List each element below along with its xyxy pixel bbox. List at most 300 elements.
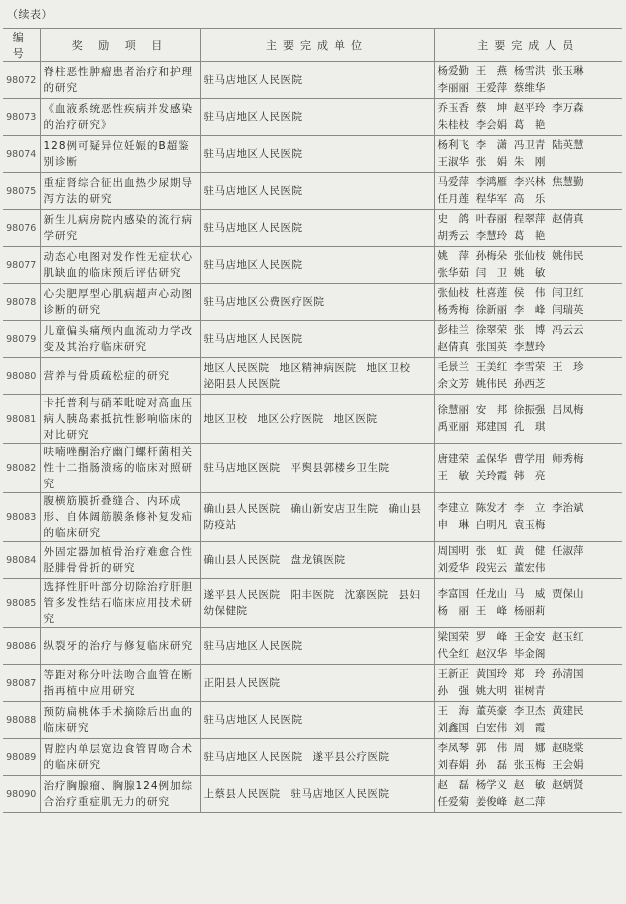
people-line <box>438 586 620 603</box>
unit-name: 驻马店地区公费医疗医院 <box>203 296 325 308</box>
person-name: 赵倩真 <box>437 341 469 353</box>
table-row <box>3 702 622 739</box>
person-name: 孙 磊 <box>475 759 508 771</box>
people-line <box>438 359 620 376</box>
person-name: 孙西芝 <box>513 378 546 390</box>
row-people <box>434 395 622 444</box>
table-row <box>3 493 622 542</box>
unit-name: 驻马店地区人民医院 <box>203 222 303 234</box>
person-name: 张 博 <box>513 324 546 336</box>
person-name: 梁国荣 <box>437 631 469 643</box>
row-number: 98077 <box>3 247 40 284</box>
unit-name: 驻马店地区人民医院 <box>290 788 390 800</box>
unit-name: 地区人民医院 <box>203 362 270 374</box>
person-name: 黄 健 <box>513 545 546 557</box>
people-line <box>438 468 620 485</box>
person-name: 代全红 <box>437 648 469 660</box>
row-people <box>434 579 622 628</box>
row-units <box>200 444 434 493</box>
person-name: 郑建国 <box>475 421 508 433</box>
row-units <box>200 702 434 739</box>
row-number: 98085 <box>3 579 40 628</box>
row-project: 脊柱恶性肿瘤患者治疗和护理的研究 <box>40 62 200 99</box>
people-line <box>438 402 620 419</box>
people-line <box>438 517 620 534</box>
row-project: 治疗胸腺瘤、胸腺124例加综合治疗重症肌无力的研究 <box>40 776 200 813</box>
person-name: 曹学用 <box>513 453 546 465</box>
people-line <box>438 603 620 620</box>
row-people <box>434 665 622 702</box>
people-line <box>438 339 620 356</box>
person-name: 毕金阁 <box>513 648 546 660</box>
person-name: 冯云云 <box>552 324 584 336</box>
row-number: 98084 <box>3 542 40 579</box>
person-name: 孟保华 <box>475 453 508 465</box>
row-people <box>434 739 622 776</box>
person-name: 姚伟民 <box>552 250 584 262</box>
person-name: 蔡维华 <box>513 82 546 94</box>
person-name: 姚伟民 <box>475 378 508 390</box>
person-name: 赵二萍 <box>513 796 546 808</box>
people-line <box>438 376 620 393</box>
table-row <box>3 99 622 136</box>
person-name: 史 鸽 <box>437 213 469 225</box>
people-line <box>438 757 620 774</box>
row-people <box>434 247 622 284</box>
person-name: 张玉梅 <box>513 759 546 771</box>
row-people <box>434 444 622 493</box>
person-name: 刘鑫国 <box>437 722 469 734</box>
person-name: 赵倩真 <box>552 213 584 225</box>
unit-name: 地区卫校 <box>203 413 248 425</box>
table-row <box>3 136 622 173</box>
row-number: 98081 <box>3 395 40 444</box>
row-project: 营养与骨质疏松症的研究 <box>40 358 200 395</box>
people-line <box>438 265 620 282</box>
table-row <box>3 284 622 321</box>
person-name: 李 潇 <box>475 139 508 151</box>
person-name: 周 娜 <box>513 742 546 754</box>
row-number: 98074 <box>3 136 40 173</box>
person-name: 刘 霞 <box>513 722 546 734</box>
row-project: 呋喃唑酮治疗幽门螺杆菌相关性十二指肠溃疡的临床对照研究 <box>40 444 200 493</box>
row-number: 98079 <box>3 321 40 358</box>
people-line <box>438 63 620 80</box>
person-name: 姚大明 <box>475 685 508 697</box>
people-line <box>438 191 620 208</box>
unit-name: 阳丰医院 <box>290 589 335 601</box>
person-name: 葛 艳 <box>513 119 546 131</box>
unit-name: 确山县人民医院 <box>203 554 281 566</box>
person-name: 姚 萍 <box>437 250 469 262</box>
person-name: 郭 伟 <box>475 742 508 754</box>
table-row <box>3 665 622 702</box>
people-line <box>438 117 620 134</box>
row-number: 98087 <box>3 665 40 702</box>
person-name: 张仙枝 <box>513 250 546 262</box>
row-units <box>200 358 434 395</box>
person-name: 贾保山 <box>552 588 584 600</box>
people-line <box>438 211 620 228</box>
row-number: 98078 <box>3 284 40 321</box>
person-name: 彭桂兰 <box>437 324 469 336</box>
person-name: 安 邦 <box>475 404 508 416</box>
person-name: 董英豪 <box>475 705 508 717</box>
table-row <box>3 358 622 395</box>
row-number: 98089 <box>3 739 40 776</box>
person-name: 赵 磊 <box>437 779 469 791</box>
row-units <box>200 395 434 444</box>
row-people <box>434 62 622 99</box>
person-name: 董宏伟 <box>513 562 546 574</box>
award-table <box>3 28 622 813</box>
row-units <box>200 99 434 136</box>
person-name: 朱桂枝 <box>437 119 469 131</box>
row-project: 等距对称分叶法吻合血管在断指再植中应用研究 <box>40 665 200 702</box>
person-name: 程华军 <box>475 193 508 205</box>
row-units <box>200 579 434 628</box>
unit-name: 驻马店地区人民医院 <box>203 111 303 123</box>
people-line <box>438 80 620 97</box>
person-name: 李雪荣 <box>513 361 546 373</box>
people-line <box>438 174 620 191</box>
person-name: 程翠萍 <box>513 213 546 225</box>
person-name: 杨丽莉 <box>513 605 546 617</box>
row-project: 128例可疑异位妊娠的B超鉴别诊断 <box>40 136 200 173</box>
row-project: 外固定器加植骨治疗难愈合性胫腓骨骨折的研究 <box>40 542 200 579</box>
table-row <box>3 776 622 813</box>
unit-name: 盘龙镇医院 <box>290 554 346 566</box>
person-name: 赵晓棠 <box>552 742 584 754</box>
row-number: 98088 <box>3 702 40 739</box>
row-project: 胃腔内单层宽边食管胃吻合术的临床研究 <box>40 739 200 776</box>
table-body <box>3 62 622 813</box>
person-name: 蔡 坤 <box>475 102 508 114</box>
person-name: 张华茹 <box>437 267 469 279</box>
unit-name: 确山县防疫站 <box>203 503 422 531</box>
unit-name: 正阳县人民医院 <box>203 677 281 689</box>
person-name: 李 峰 <box>513 304 546 316</box>
table-row <box>3 542 622 579</box>
unit-name: 地区医院 <box>333 413 378 425</box>
person-name: 李慧玲 <box>513 341 546 353</box>
row-project: 儿童偏头痛颅内血流动力学改变及其治疗临床研究 <box>40 321 200 358</box>
person-name: 白明凡 <box>475 519 508 531</box>
person-name: 闫卫红 <box>552 287 584 299</box>
person-name: 葛 艳 <box>513 230 546 242</box>
person-name: 张 虹 <box>475 545 508 557</box>
person-name: 李凤琴 <box>437 742 469 754</box>
row-people <box>434 136 622 173</box>
person-name: 徐新丽 <box>475 304 508 316</box>
person-name: 王 敏 <box>437 470 469 482</box>
header-people: 主要完成人员 <box>434 29 622 62</box>
people-line <box>438 720 620 737</box>
people-line <box>438 666 620 683</box>
person-name: 孔 琪 <box>513 421 546 433</box>
unit-name: 驻马店地区人民医院 <box>203 148 303 160</box>
people-line <box>438 543 620 560</box>
row-number: 98082 <box>3 444 40 493</box>
row-units <box>200 665 434 702</box>
unit-name: 驻马店地区医院 <box>203 462 281 474</box>
people-line <box>438 646 620 663</box>
row-people <box>434 321 622 358</box>
unit-name: 确山新安店卫生院 <box>290 503 379 515</box>
people-line <box>438 302 620 319</box>
table-row <box>3 739 622 776</box>
person-name: 赵汉华 <box>475 648 508 660</box>
continued-label: （续表） <box>7 8 53 21</box>
row-people <box>434 210 622 247</box>
person-name: 杨雪洪 <box>513 65 546 77</box>
row-units <box>200 776 434 813</box>
person-name: 姜俊峰 <box>475 796 508 808</box>
row-units <box>200 739 434 776</box>
person-name: 吕凤梅 <box>552 404 584 416</box>
person-name: 袁玉梅 <box>513 519 546 531</box>
row-people <box>434 358 622 395</box>
person-name: 师秀梅 <box>552 453 584 465</box>
row-units <box>200 493 434 542</box>
person-name: 李卫杰 <box>513 705 546 717</box>
person-name: 杨爱勤 <box>437 65 469 77</box>
person-name: 王 燕 <box>475 65 508 77</box>
person-name: 杨利飞 <box>437 139 469 151</box>
header-number: 编 号 <box>3 29 40 62</box>
person-name: 王新正 <box>437 668 469 680</box>
unit-name: 地区公疗医院 <box>257 413 324 425</box>
person-name: 李建立 <box>437 502 469 514</box>
table-row <box>3 579 622 628</box>
row-units <box>200 321 434 358</box>
person-name: 李富国 <box>437 588 469 600</box>
people-line <box>438 137 620 154</box>
person-name: 陆英慧 <box>552 139 584 151</box>
person-name: 白宏伟 <box>475 722 508 734</box>
unit-name: 沈寨医院 <box>344 589 389 601</box>
unit-name: 驻马店地区人民医院 <box>203 74 303 86</box>
unit-name: 确山县人民医院 <box>203 503 281 515</box>
person-name: 余文芳 <box>437 378 469 390</box>
person-name: 杨秀梅 <box>437 304 469 316</box>
person-name: 赵平玲 <box>513 102 546 114</box>
person-name: 王 珍 <box>552 361 584 373</box>
person-name: 李鸿雁 <box>475 176 508 188</box>
row-people <box>434 542 622 579</box>
person-name: 高 乐 <box>513 193 546 205</box>
person-name: 叶春丽 <box>475 213 508 225</box>
unit-name: 上蔡县人民医院 <box>203 788 281 800</box>
person-name: 徐慧丽 <box>437 404 469 416</box>
row-units <box>200 247 434 284</box>
person-name: 冯卫青 <box>513 139 546 151</box>
row-units <box>200 210 434 247</box>
table-row <box>3 444 622 493</box>
person-name: 罗 峰 <box>475 631 508 643</box>
person-name: 张国英 <box>475 341 508 353</box>
row-people <box>434 173 622 210</box>
person-name: 崔树青 <box>513 685 546 697</box>
unit-name: 地区精神病医院 <box>279 362 357 374</box>
person-name: 李会娟 <box>475 119 508 131</box>
person-name: 段宪云 <box>475 562 508 574</box>
person-name: 周国明 <box>437 545 469 557</box>
unit-name: 平舆县郭楼乡卫生院 <box>290 462 390 474</box>
row-people <box>434 776 622 813</box>
people-line <box>438 683 620 700</box>
row-people <box>434 628 622 665</box>
person-name: 黄建民 <box>552 705 584 717</box>
people-line <box>438 560 620 577</box>
unit-name: 驻马店地区人民医院 <box>203 751 303 763</box>
row-project: 卡托普利与硝苯吡啶对高血压病人胰岛素抵抗性影响临床的对比研究 <box>40 395 200 444</box>
person-name: 张仙枝 <box>437 287 469 299</box>
header-units: 主要完成单位 <box>200 29 434 62</box>
person-name: 闫 卫 <box>475 267 508 279</box>
person-name: 刘春娟 <box>437 759 469 771</box>
person-name: 杨 丽 <box>437 605 469 617</box>
person-name: 黄国玲 <box>475 668 508 680</box>
row-units <box>200 173 434 210</box>
person-name: 刘爱华 <box>437 562 469 574</box>
row-people <box>434 702 622 739</box>
people-line <box>438 451 620 468</box>
row-number: 98076 <box>3 210 40 247</box>
person-name: 李治斌 <box>552 502 584 514</box>
unit-name: 县妇幼保健院 <box>203 589 421 617</box>
person-name: 任淑萍 <box>552 545 584 557</box>
person-name: 张 娟 <box>475 156 508 168</box>
person-name: 杜喜莲 <box>475 287 508 299</box>
table-row <box>3 247 622 284</box>
people-line <box>438 228 620 245</box>
person-name: 马 威 <box>513 588 546 600</box>
people-line <box>438 703 620 720</box>
person-name: 姚 敏 <box>513 267 546 279</box>
unit-name: 遂平县人民医院 <box>203 589 281 601</box>
unit-name: 地区卫校 <box>366 362 411 374</box>
row-units <box>200 136 434 173</box>
row-number: 98073 <box>3 99 40 136</box>
row-project: 动态心电图对发作性无症状心肌缺血的临床预后评估研究 <box>40 247 200 284</box>
unit-name: 驻马店地区人民医院 <box>203 640 303 652</box>
people-line <box>438 285 620 302</box>
row-project: 预防扁桃体手术摘除后出血的临床研究 <box>40 702 200 739</box>
person-name: 任月莲 <box>437 193 469 205</box>
person-name: 李慧玲 <box>475 230 508 242</box>
table-row <box>3 395 622 444</box>
person-name: 王爱萍 <box>475 82 508 94</box>
row-project: 腹横筋膜折叠缝合、内环成形、自体阔筋膜条修补复发疝的临床研究 <box>40 493 200 542</box>
person-name: 王金安 <box>513 631 546 643</box>
person-name: 焦慧勤 <box>552 176 584 188</box>
table-header-row <box>3 29 622 62</box>
row-units <box>200 62 434 99</box>
people-line <box>438 322 620 339</box>
table-row <box>3 173 622 210</box>
person-name: 李兴林 <box>513 176 546 188</box>
row-people <box>434 284 622 321</box>
row-project: 纵裂牙的治疗与修复临床研究 <box>40 628 200 665</box>
person-name: 马爱萍 <box>437 176 469 188</box>
person-name: 禹亚丽 <box>437 421 469 433</box>
unit-name: 泌阳县人民医院 <box>203 378 281 390</box>
people-line <box>438 500 620 517</box>
unit-name: 驻马店地区人民医院 <box>203 714 303 726</box>
row-number: 98072 <box>3 62 40 99</box>
person-name: 胡秀云 <box>437 230 469 242</box>
person-name: 孙梅朵 <box>475 250 508 262</box>
row-units <box>200 284 434 321</box>
person-name: 任爱菊 <box>437 796 469 808</box>
person-name: 杨学义 <box>475 779 508 791</box>
person-name: 徐振强 <box>513 404 546 416</box>
person-name: 王会娟 <box>552 759 584 771</box>
person-name: 赵 敏 <box>513 779 546 791</box>
person-name: 郑 玲 <box>513 668 546 680</box>
person-name: 任龙山 <box>475 588 508 600</box>
unit-name: 遂平县公疗医院 <box>312 751 390 763</box>
person-name: 朱 刚 <box>513 156 546 168</box>
row-units <box>200 628 434 665</box>
row-number: 98083 <box>3 493 40 542</box>
unit-name: 驻马店地区人民医院 <box>203 333 303 345</box>
person-name: 赵炳贤 <box>552 779 584 791</box>
person-name: 孙 强 <box>437 685 469 697</box>
people-line <box>438 777 620 794</box>
people-line <box>438 629 620 646</box>
row-number: 98086 <box>3 628 40 665</box>
row-number: 98075 <box>3 173 40 210</box>
people-line <box>438 794 620 811</box>
row-people <box>434 99 622 136</box>
people-line <box>438 154 620 171</box>
person-name: 闫瑞英 <box>552 304 584 316</box>
person-name: 乔玉香 <box>437 102 469 114</box>
row-number: 98090 <box>3 776 40 813</box>
person-name: 申 琳 <box>437 519 469 531</box>
person-name: 王 峰 <box>475 605 508 617</box>
row-number: 98080 <box>3 358 40 395</box>
table-row <box>3 321 622 358</box>
row-project: 重症肾综合征出血热少尿期导泻方法的研究 <box>40 173 200 210</box>
person-name: 徐翠荣 <box>475 324 508 336</box>
person-name: 李万森 <box>552 102 584 114</box>
unit-name: 驻马店地区人民医院 <box>203 185 303 197</box>
row-units <box>200 542 434 579</box>
person-name: 韩 亮 <box>513 470 546 482</box>
person-name: 毛景兰 <box>437 361 469 373</box>
table-row <box>3 62 622 99</box>
person-name: 王美红 <box>475 361 508 373</box>
people-line <box>438 419 620 436</box>
person-name: 李丽丽 <box>437 82 469 94</box>
people-line <box>438 740 620 757</box>
table-row <box>3 628 622 665</box>
unit-name: 驻马店地区人民医院 <box>203 259 303 271</box>
person-name: 关玲霞 <box>475 470 508 482</box>
row-people <box>434 493 622 542</box>
row-project: 《血液系统恶性疾病并发感染的治疗研究》 <box>40 99 200 136</box>
header-project: 奖 励 项 目 <box>40 29 200 62</box>
row-project: 新生儿病房院内感染的流行病学研究 <box>40 210 200 247</box>
person-name: 陈发才 <box>475 502 508 514</box>
person-name: 孙清国 <box>552 668 584 680</box>
row-project: 心尖肥厚型心肌病超声心动图诊断的研究 <box>40 284 200 321</box>
table-row <box>3 210 622 247</box>
people-line <box>438 100 620 117</box>
